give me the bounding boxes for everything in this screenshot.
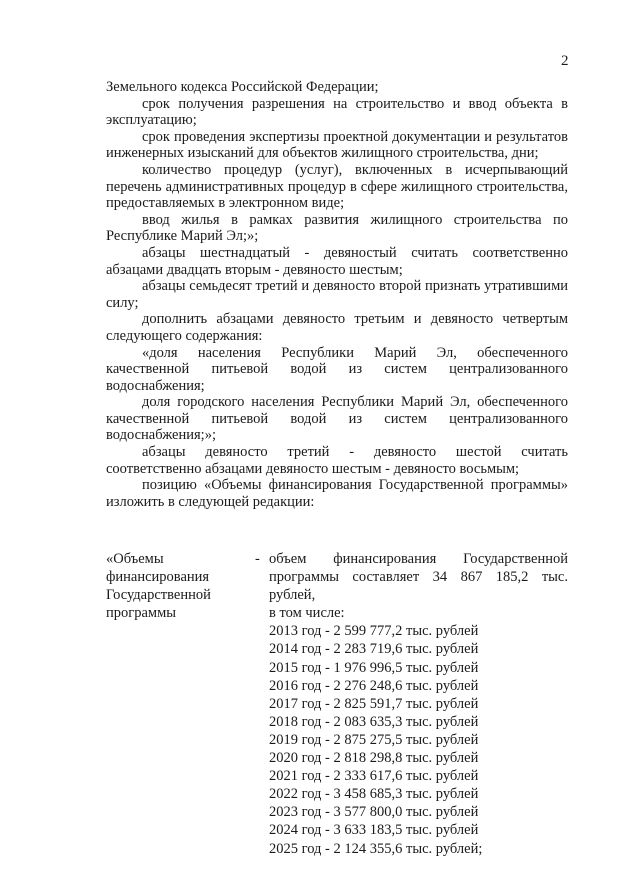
financing-year-line: 2013 год - 2 599 777,2 тыс. рублей — [269, 623, 479, 640]
paragraph: абзацы шестнадцатый - девяностый считать соответственно абзацами двадцать вторым - девяносто шестым; — [106, 244, 568, 278]
paragraph: абзацы девяносто третий - девяносто шестой считать соответственно абзацами девяносто шестым - девяносто восьмым; — [106, 444, 568, 477]
paragraph: количество процедур (услуг), включенных в исчерпывающий перечень административных процедур в сфере жилищного строительства, предоставляемых в электронном виде; — [106, 161, 568, 212]
financing-dash: - — [255, 551, 260, 567]
page-number: 2 — [561, 53, 569, 69]
financing-year-line: 2014 год - 2 283 719,6 тыс. рублей — [269, 641, 479, 658]
financing-year-line: 2020 год - 2 818 298,8 тыс. рублей — [269, 750, 479, 767]
financing-label-line: Государственной — [106, 587, 211, 604]
financing-label-line: программы — [106, 605, 176, 622]
financing-intro-line: объем финансирования Государственной — [269, 551, 568, 567]
document-body — [106, 79, 568, 510]
financing-year-line: 2017 год - 2 825 591,7 тыс. рублей — [269, 695, 479, 712]
financing-year-line: 2019 год - 2 875 275,5 тыс. рублей — [269, 731, 479, 748]
paragraph: «доля населения Республики Марий Эл, обеспеченного качественной питьевой водой из систем централизованного водоснабжения; — [106, 344, 568, 394]
financing-intro-line: в том числе: — [269, 605, 345, 622]
paragraph: доля городского населения Республики Марий Эл, обеспеченного качественной питьевой водой из систем централизованного водоснабжения;»; — [106, 394, 568, 444]
paragraph: Земельного кодекса Российской Федерации; — [106, 79, 379, 95]
paragraph: ввод жилья в рамках развития жилищного строительства по Республике Марий Эл;»; — [106, 211, 568, 245]
financing-details — [269, 550, 568, 858]
financing-label — [106, 550, 246, 622]
financing-year-line: 2021 год - 2 333 617,6 тыс. рублей — [269, 768, 479, 785]
paragraph: срок проведения экспертизы проектной документации и результатов инженерных изысканий для объектов жилищного строительства, дни; — [106, 128, 568, 162]
financing-year-line: 2016 год - 2 276 248,6 тыс. рублей — [269, 677, 479, 694]
financing-label-line: финансирования — [106, 569, 210, 586]
paragraph: срок получения разрешения на строительство и ввод объекта в эксплуатацию; — [106, 95, 568, 129]
financing-label-line: «Объемы — [106, 551, 164, 567]
financing-year-line: 2025 год - 2 124 355,6 тыс. рублей; — [269, 840, 483, 857]
financing-year-line: 2022 год - 3 458 685,3 тыс. рублей — [269, 786, 479, 803]
paragraph: абзацы семьдесят третий и девяносто второй признать утратившими силу; — [106, 278, 568, 311]
financing-year-line: 2015 год - 1 976 996,5 тыс. рублей — [269, 659, 479, 676]
financing-year-line: 2024 год - 3 633 183,5 тыс. рублей — [269, 822, 479, 839]
paragraph: дополнить абзацами девяносто третьим и девяносто четвертым следующего содержания: — [106, 311, 568, 344]
paragraph: позицию «Объемы финансирования Государственной программы» изложить в следующей редакции: — [106, 477, 568, 510]
financing-year-line: 2018 год - 2 083 635,3 тыс. рублей — [269, 713, 479, 730]
financing-intro-line: программы составляет 34 867 185,2 тыс. рублей, — [269, 569, 568, 604]
financing-year-line: 2023 год - 3 577 800,0 тыс. рублей — [269, 804, 479, 821]
